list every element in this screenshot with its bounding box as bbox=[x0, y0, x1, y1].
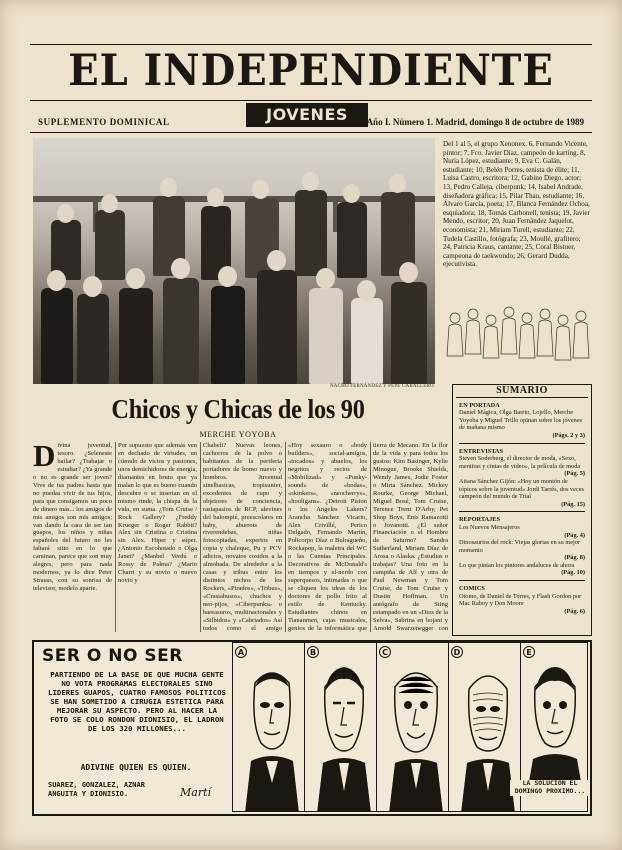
sumario-entry: Los Nuevos Mensajeros bbox=[459, 523, 520, 531]
sumario-page: (Pág. 5) bbox=[564, 470, 585, 478]
cartoon-question: ADIVINE QUIEN ES QUIEN. bbox=[80, 763, 192, 772]
caricature-face bbox=[233, 643, 310, 812]
person-figure bbox=[351, 298, 383, 384]
column-rule bbox=[370, 442, 371, 632]
person-figure bbox=[41, 288, 73, 384]
cartoon-solution: LA SOLUCION EL DOMINGO PROXIMO... bbox=[510, 780, 590, 796]
person-figure bbox=[391, 282, 427, 384]
portrait-panel-a bbox=[232, 642, 310, 812]
person-figure bbox=[163, 278, 199, 384]
person-head bbox=[399, 262, 418, 283]
person-figure bbox=[337, 202, 367, 278]
sumario-divider bbox=[459, 511, 585, 512]
person-head bbox=[267, 250, 286, 271]
person-head bbox=[207, 188, 224, 207]
photo-credit: NACHO FERNÁNDEZ Y PEPE CABALLERO bbox=[330, 384, 434, 389]
panel-label: E bbox=[523, 646, 535, 658]
panel-label: A bbox=[235, 646, 247, 658]
sumario-entry: Lo que pintan los pintores andaluces de ahora bbox=[459, 561, 575, 569]
cartoon-names: SUAREZ, GONZALEZ, AZNAR ANGUITA Y DIONISIO. bbox=[48, 781, 145, 798]
column-rule bbox=[285, 442, 286, 632]
sumario-divider bbox=[459, 580, 585, 581]
person-figure bbox=[77, 294, 109, 384]
drop-cap: D bbox=[33, 442, 56, 473]
person-head bbox=[218, 266, 237, 287]
article-column-1 bbox=[33, 442, 112, 632]
masthead-rule bbox=[30, 100, 592, 101]
sumario-heading: EN PORTADA bbox=[459, 401, 500, 409]
sumario-entry: Daniel Mágica, Olga Barrio, Lojello, Merche Yoyoba y Miguel Trillo opinan sobre los jóvenes de mañana mismo bbox=[459, 409, 583, 432]
sumario-page: (Pág. 4) bbox=[564, 531, 585, 539]
person-figure bbox=[119, 288, 153, 384]
person-head bbox=[343, 184, 360, 203]
person-figure bbox=[257, 270, 297, 384]
issue-line: Año I. Número 1. Madrid, domingo 8 de octubre de 1989 bbox=[366, 117, 584, 127]
sumario-page: (Pág. 8) bbox=[564, 554, 585, 562]
person-figure bbox=[95, 210, 125, 280]
person-head bbox=[171, 258, 190, 279]
group-outline-sketch bbox=[443, 296, 593, 374]
person-head bbox=[252, 180, 269, 199]
person-head bbox=[160, 178, 177, 197]
person-figure bbox=[295, 190, 327, 276]
person-head bbox=[302, 172, 319, 191]
artist-signature: Martí bbox=[180, 786, 212, 799]
sumario-entry: Otomo, de Daniel de Torres, y Flash Gordon por Mac Raboy y Don Moore bbox=[459, 592, 582, 608]
sumario-page: (Pág. 10) bbox=[561, 569, 585, 577]
article-column-2: Por supuesto que además ven en dechado de virtudes, un cúmulo de vicios y pasiones, unos demichidores de energía, diamantes en bruto que ya malan lo que es bueno cuando descubre o se insertan en el mismo rinde, la chispa de la vida, en suma. ¿Tom Cruise / Rock Gallery? ¿Freddy Krueger o Roger Rabbit? Alex sin Cristina o Cristina sin Alex. Hiper y súper. ¿Antonio Escohotado o Olga Janet? ¿Manbel Verdú o Rossy de Palma? ¿Mario Charri y su novio o nuevo novio y bbox=[118, 442, 197, 585]
sumario-page: (Págs. 2 y 3) bbox=[552, 431, 585, 439]
article-column-3: Chabeli? Nuevas leones, cachorros de la polvo o habitantes de la periferia portadores de bomo nuevo y hombros. Juventud sinelbasicas, tropisunier, excedentes de cupo y objetores de conciencia, rastapasios de RCP, alevines del balompié, preescolares en baby, aburrots de riverendebas, niñas fotocopiadas, expertos en copia y chaleque, Pu y PCV adictos, novatos cosidos a la almohada. De alrededor a la casas y tribus entre los distintos nichos de los Rockers, «Pirados», «Tribus», «Crasiabusos», chuchos y neo-pijos, «Ciberpunks» o bareasuros, multinacionales y «Silbidos» y «Cabriados» Así todos como el amigo bbox=[203, 442, 282, 632]
person-head bbox=[126, 268, 145, 289]
portrait-panel-b bbox=[304, 642, 382, 812]
panel-label: B bbox=[307, 646, 319, 658]
column-rule bbox=[115, 442, 116, 632]
portrait-panel-c bbox=[376, 642, 454, 812]
sumario-heading: REPORTAJES bbox=[459, 516, 500, 524]
photo-caption: Del 1 al 5, el grupo Xenonex. 6, Fernando Vicente, pintor; 7, Fco. Javier Díaz, campeón de karting. 8, Nuria López, estudiante; 9, Eva C. Galán, estudiante; 10, Belén Porres, tenista de élite; 11, Luisa Castro, escritora; 12, Gabino Diego, actor; 13, Pedro Calleja, ciberpunk; 14, Isabel Andrade, diseñadora gráfica; 15, Pilar Thau, estudiante; 16, Álvaro García, poeta; 17, Blanca Fernández Ochoa, esquiadora; 18, Tomás Carbonell, tenista; 19, Javier Mendo, escritor; 20, Juan Fernández Jaquelot, economista; 21, Miriam Turell, estudiante; 22, Tudela Castillo, fotógrafa; 23, Moullé, grafitero; 24, Patricia Kraus, cantante; 25, Coral Bistuer, campeona de taekwondo; 26, Gerard Dudda, ejecutivista. bbox=[443, 140, 590, 269]
group-photo bbox=[33, 138, 435, 384]
sumario-heading: COMICS bbox=[459, 585, 485, 593]
header-bottom-rule bbox=[30, 132, 592, 133]
sumario-page: (Pág. 6) bbox=[564, 607, 585, 615]
sumario-entry: Steven Soderberg, el director de moda, «Sexo, mentiras y cintas de video», la película de moda bbox=[459, 455, 581, 470]
sumario-page: (Pág. 15) bbox=[561, 500, 585, 508]
article-headline: Chicos y Chicas de los 90 bbox=[111, 394, 365, 424]
sumario-box bbox=[452, 384, 592, 636]
panel-label: C bbox=[379, 646, 391, 658]
article-column-4: «Hoy sexauro o «body builders», social-amigos, «tocados» y abuelos, los negritos y recios de «Mobilizad» y «Punky-sound» de «bodas», «skinkers», «neocherrys», «hooligans». ¿Detroit Piston o los Angeles Lakers? Arancha Sánchez Vicario, Alex Crivillé, Perico Delgado, Fernando Martín, Policorpo Díaz o Bulragueño, Rockapop, la maletra del WC o las Cuentas Principales. Decorativos de McDonald's en tiempos y el-nerdo con superquesos, intimadas o que se cliquen los ideas de los doctores de pollo frito al estilo de Kentucky. Estudiantes chinos en Tiananmen, cajas musicales, genios de la informática que bbox=[288, 442, 367, 632]
person-head bbox=[389, 174, 406, 193]
sumario-entry: Aitana Sánchez Gijón: «Hoy un montón de tópicos sobre la juventud» Jordi Tarrés, dos veces campeón del mundo de Trial bbox=[459, 477, 585, 501]
sumario-divider bbox=[459, 443, 585, 444]
person-head bbox=[316, 268, 335, 289]
person-head bbox=[101, 194, 118, 213]
supplement-label: SUPLEMENTO DOMINICAL bbox=[38, 117, 170, 127]
sumario-heading: ENTREVISTAS bbox=[459, 447, 503, 455]
top-rule bbox=[30, 44, 592, 45]
caricature-face bbox=[305, 643, 382, 812]
person-figure bbox=[309, 288, 343, 384]
cartoon-title: SER O NO SER bbox=[42, 646, 183, 666]
sumario-entry: Dinosaurios del rock: Viejas glorias en su mejor momento bbox=[459, 539, 581, 554]
section-badge: JOVENES bbox=[246, 103, 368, 127]
column-text: ivina juventud, tesoro. ¿Seleneste bailar? ¿Trabajar o estudiar? ¿Ya grande o no es grande ser joven? Vive de tus padres hasta que no puedas vivir de tus hijos, para que consigamos un poco de dinero más... los amigos de mis amigos son mis amigos; van dando la cara de ser tan guapos, los niños y niñas españoles del futuro no les faltará sitio en lo que caminan, parece que son muy alegres, pero para nada modernos, ya lo dice Peter Strauss, con su sonrisa de televisor, modelo aparte. bbox=[33, 442, 112, 593]
caricature-face bbox=[377, 643, 454, 812]
person-head bbox=[47, 270, 66, 291]
article-byline: MERCHE YOYOBA bbox=[199, 430, 277, 439]
cartoon-text: PARTIENDO DE LA BASE DE QUE MUCHA GENTE NO VOTA PROGRAMAS ELECTORALES SINO LIDERES GUAPOS, CUATRO FAMOSOS POLITICOS SE HAN SOMETIDO A CIRUGIA ESTETICA PARA MEJORAR SU ASPECTO. PERO AL HACER LA FOTO SE COLO RONDON DIONISIO, EL LADRON DE LOS 320 MILLONES... bbox=[48, 670, 226, 733]
masthead-title: EL INDEPENDIENTE bbox=[68, 46, 554, 96]
person-head bbox=[57, 204, 74, 223]
person-head bbox=[357, 280, 376, 301]
article-column-5: tierra de Mecano. En la flor de la vida y para todos los gustos: Kim Basinger, Kylie Minogue, Brooke Shields, Wendy James, Jodie Foster o Mirta Sánchez. Mickey Rourke, George Michael, Miguel Bosé, Tom Cruise, Terence Trent D'Arby, Pet Shop Boys, Enis Ramazotti o Jovanotti. ¿El señor Financiación o el Hombre de Saturno? Sandra Sutherland, Miriam Díaz de Arosa o Alaska. ¿Estudias o trabajas? Una foto en la campiña de Alf y otra de Paul Newman y Tom Cruise, de Tom Cruise y Dustin Hoffman. Un autógrafo de Sting estampado en un «Dios de la Selva», Sabrina en bojant y Arnold Swarzenegger con bbox=[373, 442, 448, 632]
person-figure bbox=[211, 286, 245, 384]
person-head bbox=[83, 276, 102, 297]
panel-label: D bbox=[451, 646, 463, 658]
column-rule bbox=[200, 442, 201, 632]
sumario-title: SUMARIO bbox=[456, 387, 588, 398]
